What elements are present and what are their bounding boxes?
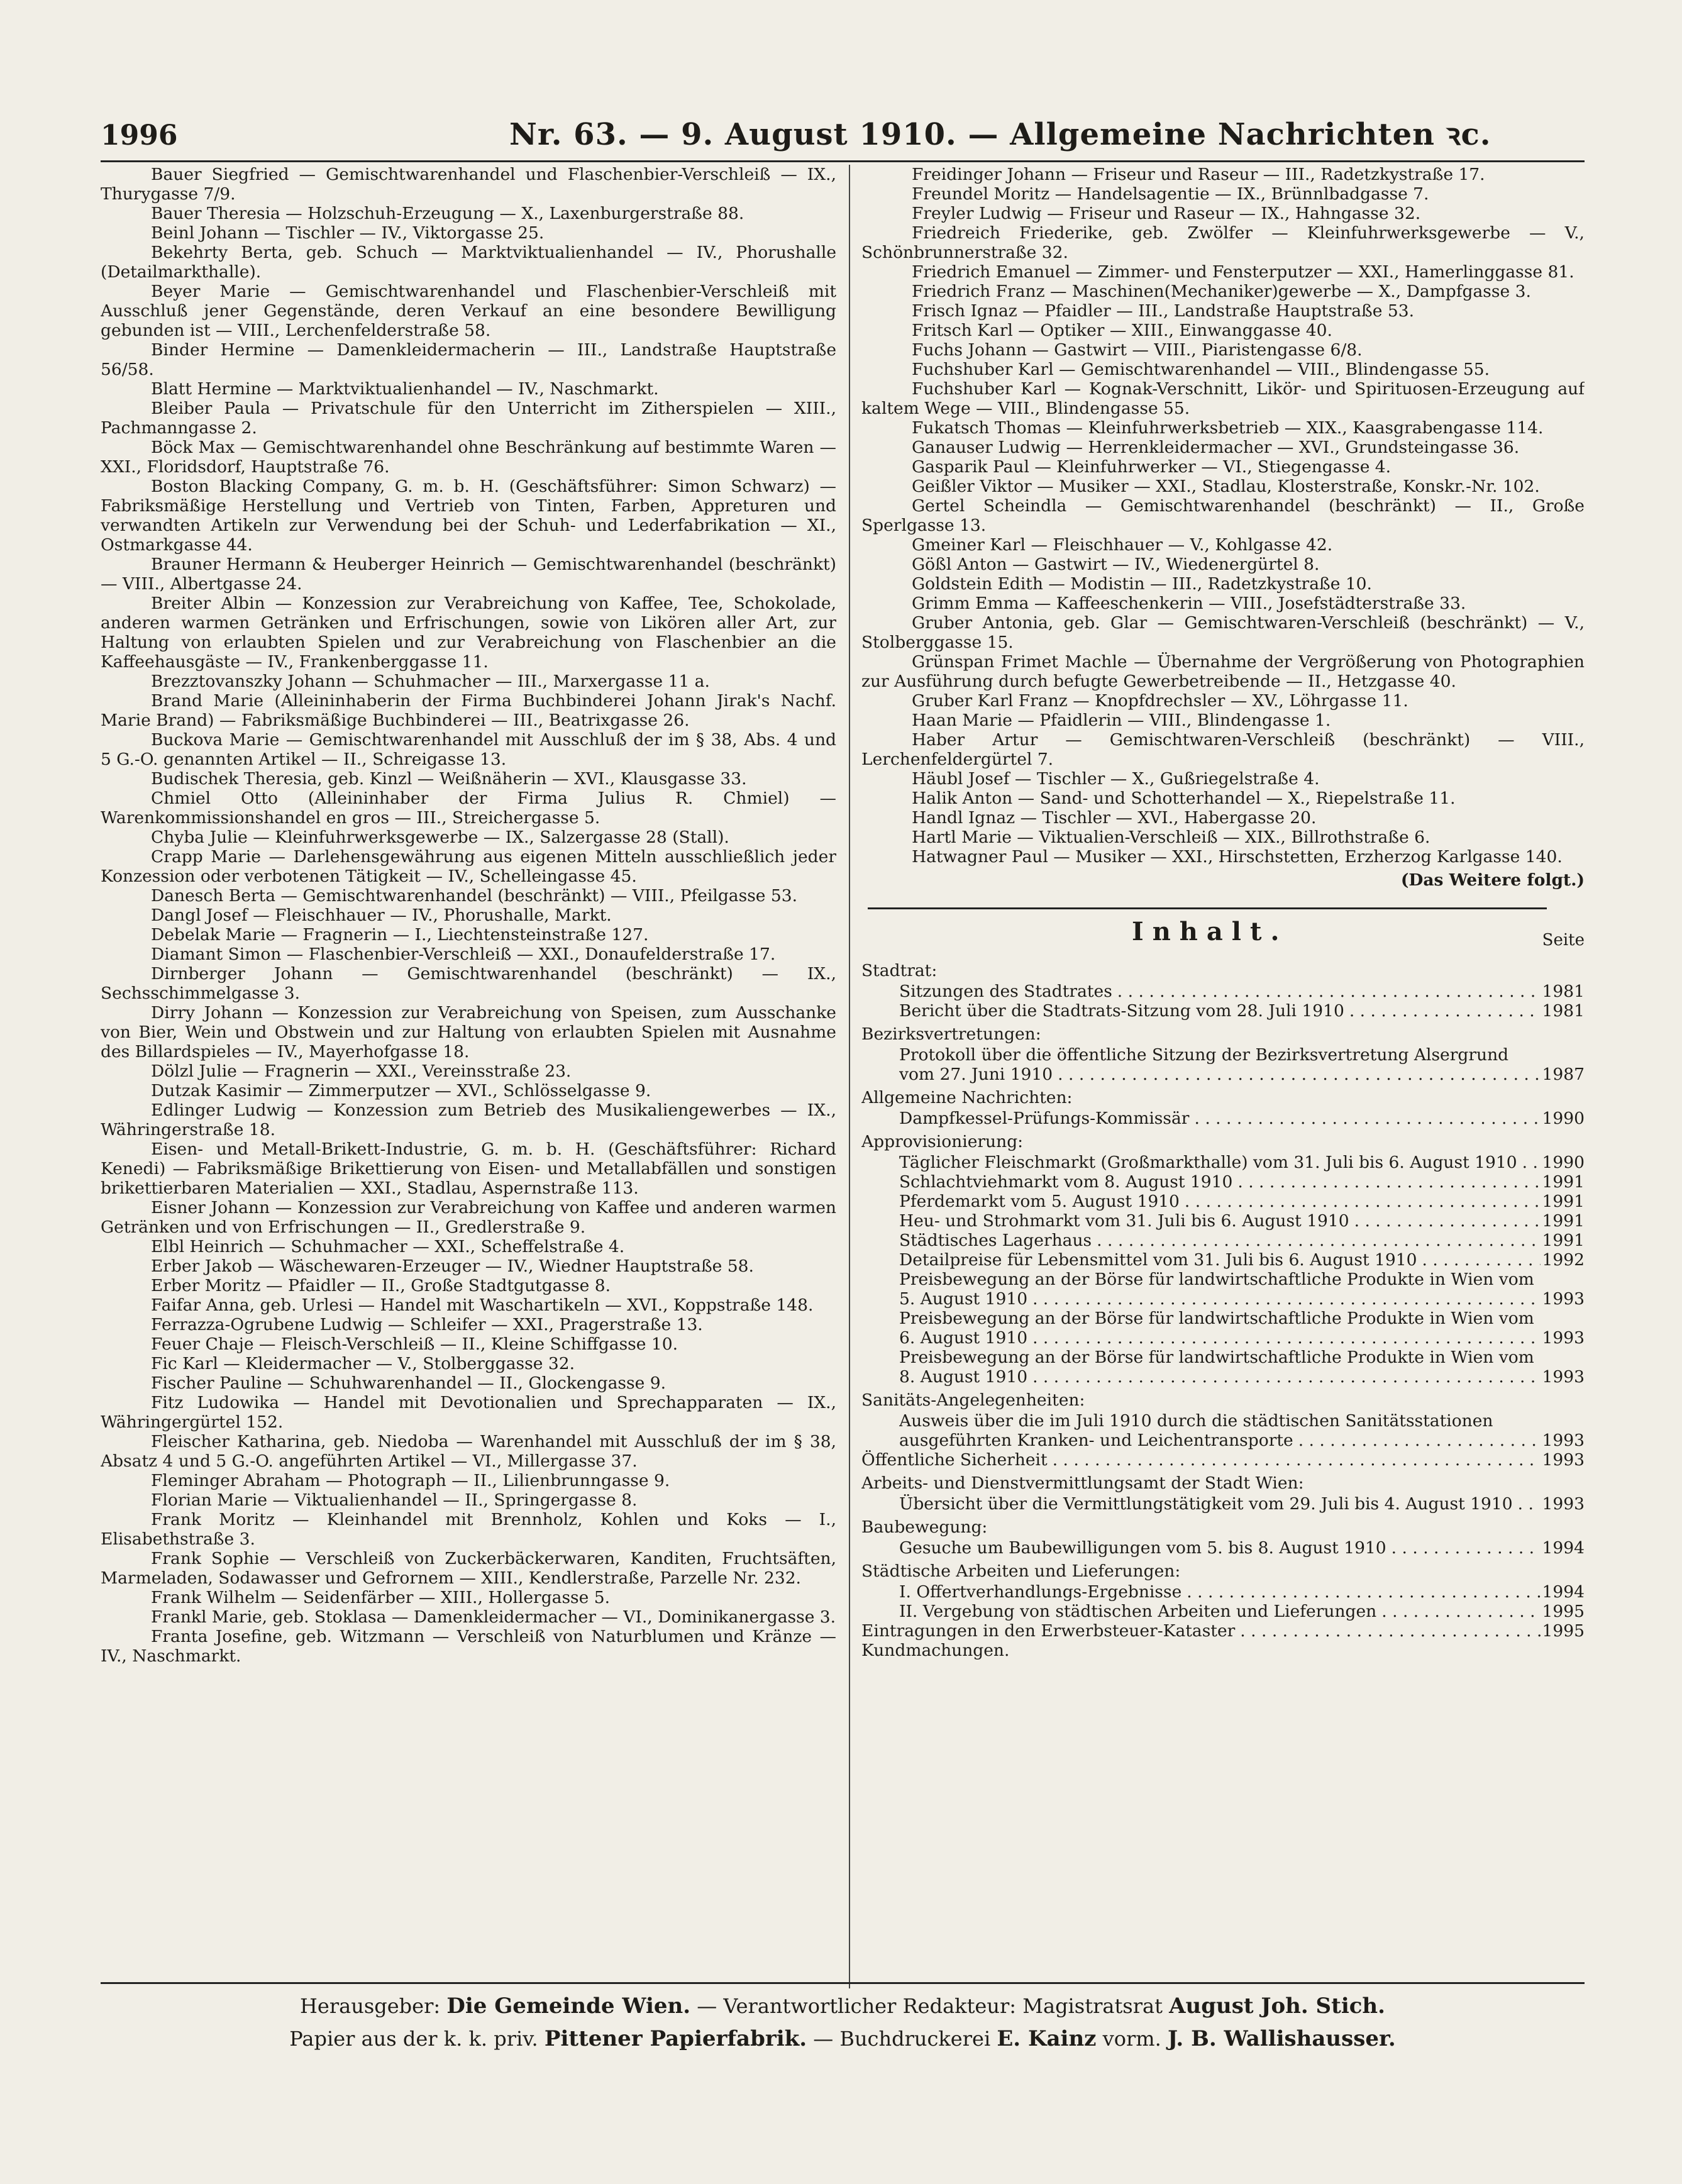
register-entry: Grünspan Frimet Machle — Übernahme der Vergrößerung von Photographien zur Ausführung durch befugte Gewerbetreibende — II., Hetzgasse 40. <box>861 652 1585 691</box>
register-entry: Fischer Pauline — Schuhwarenhandel — II., Glockengasse 9. <box>151 1373 667 1393</box>
register-entry: Faifar Anna, geb. Urlesi — Handel mit Waschartikeln — XVI., Koppstraße 148. <box>151 1295 814 1315</box>
toc-section-heading: Approvisionierung: <box>861 1132 1024 1151</box>
toc-entry-text: Pferdemarkt vom 5. August 1910 . . . <box>899 1192 1541 1211</box>
register-entry: Geißler Viktor — Musiker — XXI., Stadlau, Klosterstraße, Konskr.-Nr. 102. <box>912 477 1540 496</box>
toc-entry-page: 1991 <box>1542 1211 1585 1231</box>
toc-entry-page: 1991 <box>1542 1172 1585 1192</box>
printer-name: E. Kainz <box>997 2026 1097 2051</box>
register-entry: Florian Marie — Viktualienhandel — II., Springergasse 8. <box>151 1490 638 1510</box>
toc-entry <box>899 1192 1585 1211</box>
toc-entry-text: Schlachtviehmarkt vom 8. August 1910 . . . <box>899 1172 1541 1192</box>
register-entry: Erber Moritz — Pfaidler — II., Große Stadtgutgasse 8. <box>151 1276 611 1295</box>
right-column <box>861 165 1585 1988</box>
register-entry: Gertel Scheindla — Gemischtwarenhandel (beschränkt) — II., Große Sperlgasse 13. <box>861 496 1585 535</box>
footer-publisher-line <box>101 1993 1585 2019</box>
toc-entry-text: Bericht über die Stadtrats-Sitzung vom 28. Juli 1910 . . . <box>899 1001 1541 1021</box>
toc-entry-text: Kundmachungen. <box>861 1641 1010 1660</box>
register-entry: Fukatsch Thomas — Kleinfuhrwerksbetrieb — XIX., Kaasgrabengasse 114. <box>912 418 1544 438</box>
toc-entry <box>899 1309 1585 1348</box>
register-entry: Boston Blacking Company, G. m. b. H. (Geschäftsführer: Simon Schwarz) — Fabriksmäßige Herstellung und Vertrieb von Tinten, Farben, Appreturen und verwandten Artikeln zur Verwendung bei der Schuh- und Lederfabrikation — XI., Ostmarkgasse 44. <box>101 477 836 555</box>
register-entry: Frankl Marie, geb. Stoklasa — Damenkleidermacher — VI., Dominikanergasse 3. <box>151 1607 836 1627</box>
register-entry: Gößl Anton — Gastwirt — IV., Wiedenergürtel 8. <box>912 555 1320 574</box>
toc-entry-text: Eintragungen in den Erwerbsteuer-Kataster . . . <box>861 1621 1541 1641</box>
register-entry: Eisner Johann — Konzession zur Verabreichung von Kaffee und anderen warmen Getränken und von Erfrischungen — II., Gredlerstraße 9. <box>101 1198 836 1237</box>
header-rule <box>101 160 1585 162</box>
page-number: 1996 <box>101 119 178 152</box>
toc-entry <box>861 1621 1585 1641</box>
toc-entry-text: Preisbewegung an der Börse für landwirtschaftliche Produkte in Wien vom 5. August 1910 . . . <box>899 1270 1541 1309</box>
continued-note: (Das Weitere folgt.) <box>1400 870 1585 890</box>
register-entry: Bauer Theresia — Holzschuh-Erzeugung — X., Laxenburgerstraße 88. <box>151 204 744 223</box>
register-entry: Fuchs Johann — Gastwirt — VIII., Piaristengasse 6/8. <box>912 340 1363 360</box>
register-entry: Frisch Ignaz — Pfaidler — III., Landstraße Hauptstraße 53. <box>912 301 1414 321</box>
toc-rule <box>868 907 1547 909</box>
register-entry: Goldstein Edith — Modistin — III., Radetzkystraße 10. <box>912 574 1372 594</box>
register-entry: Erber Jakob — Wäschewaren-Erzeuger — IV., Wiedner Hauptstraße 58. <box>151 1256 754 1276</box>
register-entry: Gruber Karl Franz — Knopfdrechsler — XV., Löhrgasse 11. <box>912 691 1408 711</box>
register-entry: Bleiber Paula — Privatschule für den Unterricht im Zitherspielen — XIII., Pachmanngasse 2. <box>101 399 836 438</box>
toc-entry-text: Übersicht über die Vermittlungstätigkeit vom 29. Juli bis 4. August 1910 . . . <box>899 1494 1541 1514</box>
register-entry: Frank Moritz — Kleinhandel mit Brennholz, Kohlen und Koks — I., Elisabethstraße 3. <box>101 1510 836 1549</box>
toc-entry-page: 1993 <box>1542 1289 1585 1309</box>
toc-entry-page: 1993 <box>1542 1367 1585 1387</box>
toc-entry-page: 1991 <box>1542 1192 1585 1211</box>
toc-entry-text: Dampfkessel-Prüfungs-Kommissär . . . <box>899 1109 1541 1128</box>
register-entry: Häubl Josef — Tischler — X., Gußriegelstraße 4. <box>912 769 1320 789</box>
paper-label: Papier aus der k. k. priv. <box>289 2027 538 2051</box>
register-entry: Ganauser Ludwig — Herrenkleidermacher — XVI., Grundsteingasse 36. <box>912 438 1520 457</box>
toc-entry-text: Preisbewegung an der Börse für landwirtschaftliche Produkte in Wien vom 6. August 1910 . . . <box>899 1309 1541 1348</box>
toc-entry <box>899 1538 1585 1558</box>
toc-entry-page: 1981 <box>1542 982 1585 1001</box>
editor-label: — Verantwortlicher Redakteur: Magistratsrat <box>697 1994 1163 2018</box>
register-entry: Brand Marie (Alleininhaberin der Firma Buchbinderei Johann Jirak's Nachf. Marie Brand) — Fabriksmäßige Buchbinderei — III., Beatrixgasse 26. <box>101 691 836 730</box>
toc-title: Inhalt. <box>1132 917 1288 946</box>
toc-entry-text: Täglicher Fleischmarkt (Großmarkthalle) vom 31. Juli bis 6. August 1910 . . . <box>899 1153 1541 1172</box>
register-entry: Bauer Siegfried — Gemischtwarenhandel und Flaschenbier-Verschleiß — IX., Thurygasse 7/9. <box>101 165 836 204</box>
toc-entry <box>861 1450 1585 1470</box>
toc-entry <box>899 1172 1585 1192</box>
toc-entry <box>899 1211 1585 1231</box>
register-entry: Handl Ignaz — Tischler — XVI., Habergasse 20. <box>912 808 1317 828</box>
register-entry: Haber Artur — Gemischtwaren-Verschleiß (beschränkt) — VIII., Lerchenfeldergürtel 7. <box>861 730 1585 769</box>
toc-entry-page: 1993 <box>1542 1431 1585 1450</box>
footer-printer-line <box>101 2026 1585 2051</box>
toc-entry-text: I. Offertverhandlungs-Ergebnisse . . . <box>899 1582 1541 1602</box>
toc-entry-page: 1990 <box>1542 1109 1585 1128</box>
toc-entry-page: 1993 <box>1542 1450 1585 1470</box>
toc-entry-page: 1995 <box>1542 1621 1585 1641</box>
register-entry: Friedreich Friederike, geb. Zwölfer — Kleinfuhrwerksgewerbe — V., Schönbrunnerstraße 32. <box>861 223 1585 262</box>
toc-entry-text: Ausweis über die im Juli 1910 durch die städtischen Sanitätsstationen ausgeführten Kranken- und Leichentransporte . . . <box>899 1411 1541 1450</box>
toc-section-heading: Arbeits- und Dienstvermittlungsamt der Stadt Wien: <box>861 1473 1304 1493</box>
toc-entry-text: Preisbewegung an der Börse für landwirtschaftliche Produkte in Wien vom 8. August 1910 . . . <box>899 1348 1541 1387</box>
toc-entry-text: Öffentliche Sicherheit . . . <box>861 1450 1541 1470</box>
register-entry: Blatt Hermine — Marktviktualienhandel — IV., Naschmarkt. <box>151 379 659 399</box>
toc-entry-page: 1994 <box>1542 1582 1585 1602</box>
register-entry: Hartl Marie — Viktualien-Verschleiß — XIX., Billrothstraße 6. <box>912 828 1430 847</box>
toc-entry-text: Sitzungen des Stadtrates . . . <box>899 982 1541 1001</box>
register-entry: Frank Wilhelm — Seidenfärber — XIII., Hollergasse 5. <box>151 1588 611 1607</box>
toc-entry-page: 1981 <box>1542 1001 1585 1021</box>
toc-entry <box>899 1109 1585 1128</box>
toc-section-heading: Bezirksvertretungen: <box>861 1024 1041 1044</box>
toc-entry-page: 1994 <box>1542 1538 1585 1558</box>
register-entry: Dirry Johann — Konzession zur Verabreichung von Speisen, zum Ausschanke von Bier, Wein und Obstwein und zur Haltung von erlaubten Spielen mit Ausnahme des Billardspieles — IV., Mayerhofgasse 18. <box>101 1003 836 1062</box>
register-entry: Crapp Marie — Darlehensgewährung aus eigenen Mitteln ausschließlich jeder Konzession oder verbotenen Tätigkeit — IV., Schelleingasse 45. <box>101 847 836 886</box>
register-entry: Edlinger Ludwig — Konzession zum Betrieb des Musikaliengewerbes — IX., Währingerstraße 18. <box>101 1100 836 1139</box>
register-entry: Budischek Theresia, geb. Kinzl — Weißnäherin — XVI., Klausgasse 33. <box>151 769 747 789</box>
register-entry: Frank Sophie — Verschleiß von Zuckerbäckerwaren, Kanditen, Fruchtsäften, Marmeladen, Sodawasser und Gefrornem — XIII., Kendlerstraße, Parzelle Nr. 232. <box>101 1549 836 1588</box>
toc-entry-page: 1992 <box>1542 1250 1585 1270</box>
toc-entry <box>861 1641 1585 1660</box>
toc-entry <box>899 1153 1585 1172</box>
toc-entry-text: Detailpreise für Lebensmittel vom 31. Juli bis 6. August 1910 . . . <box>899 1250 1541 1270</box>
toc-section-heading: Baubewegung: <box>861 1517 988 1537</box>
footer-rule <box>101 1982 1585 1984</box>
toc-entry-text: Städtisches Lagerhaus . . . <box>899 1231 1541 1250</box>
register-entry: Fleischer Katharina, geb. Niedoba — Warenhandel mit Ausschluß der im § 38, Absatz 4 und 5 G.-O. angeführten Artikel — VI., Millergasse 37. <box>101 1432 836 1471</box>
toc-entry <box>899 1348 1585 1387</box>
editor-name: August Joh. Stich. <box>1169 1993 1385 2019</box>
register-entry: Dangl Josef — Fleischhauer — IV., Phorushalle, Markt. <box>151 906 612 925</box>
register-entry: Elbl Heinrich — Schuhmacher — XXI., Scheffelstraße 4. <box>151 1237 625 1256</box>
register-entry: Hatwagner Paul — Musiker — XXI., Hirschstetten, Erzherzog Karlgasse 140. <box>912 847 1563 867</box>
register-entry: Eisen- und Metall-Brikett-Industrie, G. m. b. H. (Geschäftsführer: Richard Kenedi) — Fabriksmäßige Brikettierung von Eisen- und Metallabfällen und sonstigen brikettierbaren Materialien — XXI., Stadlau, Aspernstraße 113. <box>101 1139 836 1198</box>
register-entry: Halik Anton — Sand- und Schotterhandel — X., Riepelstraße 11. <box>912 789 1456 808</box>
toc-entry-text: Gesuche um Baubewilligungen vom 5. bis 8. August 1910 . . . <box>899 1538 1541 1558</box>
register-entry: Debelak Marie — Fragnerin — I., Liechtensteinstraße 127. <box>151 925 649 945</box>
register-entry: Böck Max — Gemischtwarenhandel ohne Beschränkung auf bestimmte Waren — XXI., Floridsdorf, Hauptstraße 76. <box>101 438 836 477</box>
printer-suffix: vorm. <box>1102 2027 1161 2051</box>
toc-header <box>861 917 1585 957</box>
register-entry: Franta Josefine, geb. Witzmann — Verschleiß von Naturblumen und Kränze — IV., Naschmarkt. <box>101 1627 836 1666</box>
page-header <box>101 107 1585 164</box>
register-entry: Dutzak Kasimir — Zimmerputzer — XVI., Schlösselgasse 9. <box>151 1081 651 1100</box>
toc-page-label: Seite <box>1542 931 1585 950</box>
running-title: Nr. 63. — 9. August 1910. — Allgemeine Nachrichten ꝛc. <box>509 117 1491 152</box>
toc-entry-text: Protokoll über die öffentliche Sitzung der Bezirksvertretung Alsergrund vom 27. Juni 1910 . . . <box>899 1045 1541 1084</box>
register-entry: Friedrich Franz — Maschinen(Mechaniker)gewerbe — X., Dampfgasse 3. <box>912 282 1531 301</box>
register-entry: Grimm Emma — Kaffeeschenkerin — VIII., Josefstädterstraße 33. <box>912 594 1466 613</box>
toc-entry <box>899 1270 1585 1309</box>
publisher-name: Die Gemeinde Wien. <box>446 1993 691 2019</box>
toc-entry <box>899 1231 1585 1250</box>
toc-entry <box>899 1582 1585 1602</box>
publisher-label: Herausgeber: <box>300 1994 441 2018</box>
printer-former: J. B. Wallishausser. <box>1167 2026 1396 2051</box>
register-entry: Friedrich Emanuel — Zimmer- und Fensterputzer — XXI., Hamerlinggasse 81. <box>912 262 1574 282</box>
register-entry: Bekehrty Berta, geb. Schuch — Marktviktualienhandel — IV., Phorushalle (Detailmarkthalle). <box>101 243 836 282</box>
register-entry: Dirnberger Johann — Gemischtwarenhandel (beschränkt) — IX., Sechsschimmelgasse 3. <box>101 964 836 1003</box>
register-entry: Diamant Simon — Flaschenbier-Verschleiß — XXI., Donaufelderstraße 17. <box>151 945 776 964</box>
register-entry: Breiter Albin — Konzession zur Verabreichung von Kaffee, Tee, Schokolade, anderen warmen Getränken und Erfrischungen, sowie von Likören aller Art, zur Haltung von erlaubten Spielen und zur Verabreichung von Flaschenbier an die Kaffeehausgäste — IV., Frankenberggasse 11. <box>101 594 836 672</box>
register-entry: Fuchshuber Karl — Gemischtwarenhandel — VIII., Blindengasse 55. <box>912 360 1490 379</box>
toc-section-heading: Allgemeine Nachrichten: <box>861 1088 1073 1107</box>
register-entry: Feuer Chaje — Fleisch-Verschleiß — II., Kleine Schiffgasse 10. <box>151 1334 678 1354</box>
left-column <box>101 165 836 1988</box>
toc-entry <box>899 1001 1585 1021</box>
register-entry: Dölzl Julie — Fragnerin — XXI., Vereinsstraße 23. <box>151 1062 572 1081</box>
register-entry: Gmeiner Karl — Fleischhauer — V., Kohlgasse 42. <box>912 535 1333 555</box>
register-entry: Freundel Moritz — Handelsagentie — IX., Brünnlbadgasse 7. <box>912 184 1429 204</box>
register-entry: Fitz Ludowika — Handel mit Devotionalien und Sprechapparaten — IX., Währingergürtel 152. <box>101 1393 836 1432</box>
register-entry: Brauner Hermann & Heuberger Heinrich — Gemischtwarenhandel (beschränkt) — VIII., Albertgasse 24. <box>101 555 836 594</box>
toc-entry <box>899 1045 1585 1084</box>
register-entry: Ferrazza-Ogrubene Ludwig — Schleifer — XXI., Pragerstraße 13. <box>151 1315 703 1334</box>
toc-entry-page: 1993 <box>1542 1494 1585 1514</box>
printer-label: — Buchdruckerei <box>813 2027 991 2051</box>
register-entry: Binder Hermine — Damenkleidermacherin — III., Landstraße Hauptstraße 56/58. <box>101 340 836 379</box>
register-entry: Haan Marie — Pfaidlerin — VIII., Blindengasse 1. <box>912 711 1331 730</box>
toc-entry-text: Heu- und Strohmarkt vom 31. Juli bis 6. August 1910 . . . <box>899 1211 1541 1231</box>
register-entry: Fic Karl — Kleidermacher — V., Stolberggasse 32. <box>151 1354 575 1373</box>
register-entry: Fritsch Karl — Optiker — XIII., Einwanggasse 40. <box>912 321 1332 340</box>
table-of-contents <box>861 961 1585 1660</box>
toc-entry-text: II. Vergebung von städtischen Arbeiten und Lieferungen . . . <box>899 1602 1541 1621</box>
column-divider <box>849 165 850 1988</box>
toc-section-heading: Stadtrat: <box>861 961 938 980</box>
toc-entry-page: 1995 <box>1542 1602 1585 1621</box>
register-entry: Chyba Julie — Kleinfuhrwerksgewerbe — IX., Salzergasse 28 (Stall). <box>151 828 729 847</box>
toc-entry-page: 1991 <box>1542 1231 1585 1250</box>
paper-mill: Pittener Papierfabrik. <box>544 2026 807 2051</box>
register-entry: Freidinger Johann — Friseur und Raseur — III., Radetzkystraße 17. <box>912 165 1485 184</box>
toc-entry <box>899 1411 1585 1450</box>
register-entry: Danesch Berta — Gemischtwarenhandel (beschränkt) — VIII., Pfeilgasse 53. <box>151 886 798 906</box>
register-entry: Fleminger Abraham — Photograph — II., Lilienbrunngasse 9. <box>151 1471 670 1490</box>
register-entry: Brezztovanszky Johann — Schuhmacher — III., Marxergasse 11 a. <box>151 672 710 691</box>
register-entry: Beinl Johann — Tischler — IV., Viktorgasse 25. <box>151 223 545 243</box>
toc-entry <box>899 1494 1585 1514</box>
register-entry: Freyler Ludwig — Friseur und Raseur — IX., Hahngasse 32. <box>912 204 1421 223</box>
register-entry: Gruber Antonia, geb. Glar — Gemischtwaren-Verschleiß (beschränkt) — V., Stolberggasse 15. <box>861 613 1585 652</box>
register-entry: Fuchshuber Karl — Kognak-Verschnitt, Likör- und Spirituosen-Erzeugung auf kaltem Wege — VIII., Blindengasse 55. <box>861 379 1585 418</box>
register-entry: Beyer Marie — Gemischtwarenhandel und Flaschenbier-Verschleiß mit Ausschluß jener Gegenstände, deren Verkauf an eine besondere Bewilligung gebunden ist — VIII., Lerchenfelderstraße 58. <box>101 282 836 340</box>
register-entry: Gasparik Paul — Kleinfuhrwerker — VI., Stiegengasse 4. <box>912 457 1392 477</box>
register-entry: Chmiel Otto (Alleininhaber der Firma Julius R. Chmiel) — Warenkommissionshandel en gros — III., Streichergasse 5. <box>101 789 836 828</box>
toc-entry-page: 1993 <box>1542 1328 1585 1348</box>
register-entry: Buckova Marie — Gemischtwarenhandel mit Ausschluß der im § 38, Abs. 4 und 5 G.-O. genannten Artikel — II., Schreigasse 13. <box>101 730 836 769</box>
toc-section-heading: Sanitäts-Angelegenheiten: <box>861 1390 1085 1410</box>
toc-entry-page: 1987 <box>1542 1065 1585 1084</box>
toc-entry-page: 1990 <box>1542 1153 1585 1172</box>
toc-entry <box>899 1602 1585 1621</box>
toc-entry <box>899 982 1585 1001</box>
toc-section-heading: Städtische Arbeiten und Lieferungen: <box>861 1561 1181 1581</box>
right-column-entries <box>861 165 1585 867</box>
toc-entry <box>899 1250 1585 1270</box>
